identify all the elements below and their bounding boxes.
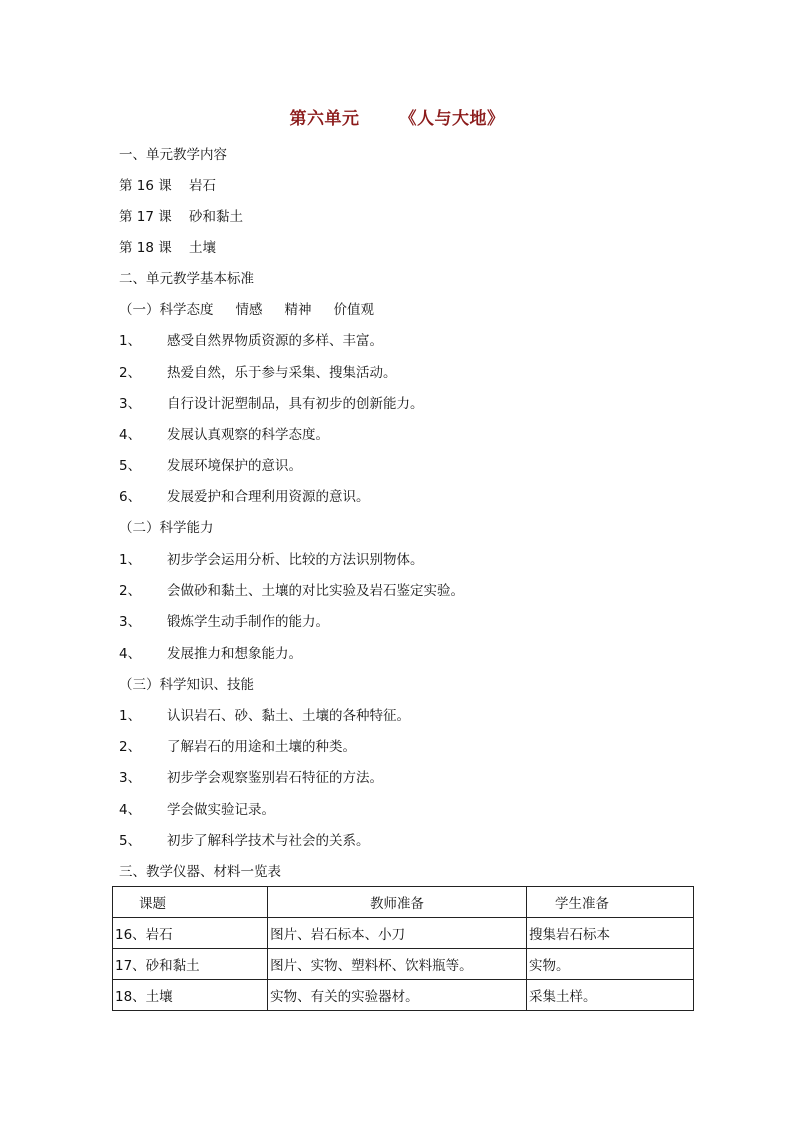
table-row [113, 980, 694, 1011]
list-item: 4、 发展推力和想象能力。 [119, 646, 302, 662]
list-item: 3、 锻炼学生动手制作的能力。 [119, 614, 329, 630]
list-item: 4、 学会做实验记录。 [119, 802, 275, 818]
table-cell: 采集土样。 [527, 980, 694, 1011]
sub3-heading: （三）科学知识、技能 [119, 677, 254, 693]
sub1-heading: （一）科学态度 情感 精神 价值观 [119, 302, 374, 318]
table-cell: 实物、有关的实验器材。 [268, 980, 527, 1011]
lesson-18: 第 18 课 土壤 [119, 240, 216, 256]
table-row [113, 949, 694, 980]
table-cell: 实物。 [527, 949, 694, 980]
page-title [0, 104, 794, 129]
list-item: 1、 感受自然界物质资源的多样、丰富。 [119, 333, 383, 349]
table-row [113, 918, 694, 949]
title-unit: 第六单元 [289, 109, 360, 129]
list-item: 4、 发展认真观察的科学态度。 [119, 427, 329, 443]
table-header-row [113, 887, 694, 918]
header-topic: 课题 [113, 887, 268, 918]
section1-heading: 一、单元教学内容 [119, 147, 227, 163]
title-name: 《人与大地》 [399, 109, 505, 129]
section3-heading: 三、教学仪器、材料一览表 [119, 864, 281, 880]
section2-heading: 二、单元教学基本标准 [119, 271, 254, 287]
list-item: 6、 发展爱护和合理利用资源的意识。 [119, 489, 370, 505]
list-item: 3、 初步学会观察鉴别岩石特征的方法。 [119, 770, 383, 786]
table-cell: 18、土壤 [113, 980, 268, 1011]
list-item: 5、 发展环境保护的意识。 [119, 458, 302, 474]
header-student: 学生准备 [527, 887, 694, 918]
table-cell: 图片、实物、塑料杯、饮料瓶等。 [268, 949, 527, 980]
lesson-16: 第 16 课 岩石 [119, 178, 216, 194]
table-cell: 搜集岩石标本 [527, 918, 694, 949]
list-item: 3、 自行设计泥塑制品，具有初步的创新能力。 [119, 396, 424, 412]
list-item: 2、 了解岩石的用途和土壤的种类。 [119, 739, 356, 755]
list-item: 1、 初步学会运用分析、比较的方法识别物体。 [119, 552, 424, 568]
sub2-heading: （二）科学能力 [119, 520, 214, 536]
table-cell: 17、砂和黏土 [113, 949, 268, 980]
equipment-table [112, 886, 694, 1011]
list-item: 2、 会做砂和黏土、土壤的对比实验及岩石鉴定实验。 [119, 583, 464, 599]
table-cell: 16、岩石 [113, 918, 268, 949]
list-item: 5、 初步了解科学技术与社会的关系。 [119, 833, 370, 849]
lesson-17: 第 17 课 砂和黏土 [119, 209, 243, 225]
list-item: 1、 认识岩石、砂、黏土、土壤的各种特征。 [119, 708, 410, 724]
header-teacher: 教师准备 [268, 887, 527, 918]
table-cell: 图片、岩石标本、小刀 [268, 918, 527, 949]
list-item: 2、 热爱自然，乐于参与采集、搜集活动。 [119, 365, 397, 381]
